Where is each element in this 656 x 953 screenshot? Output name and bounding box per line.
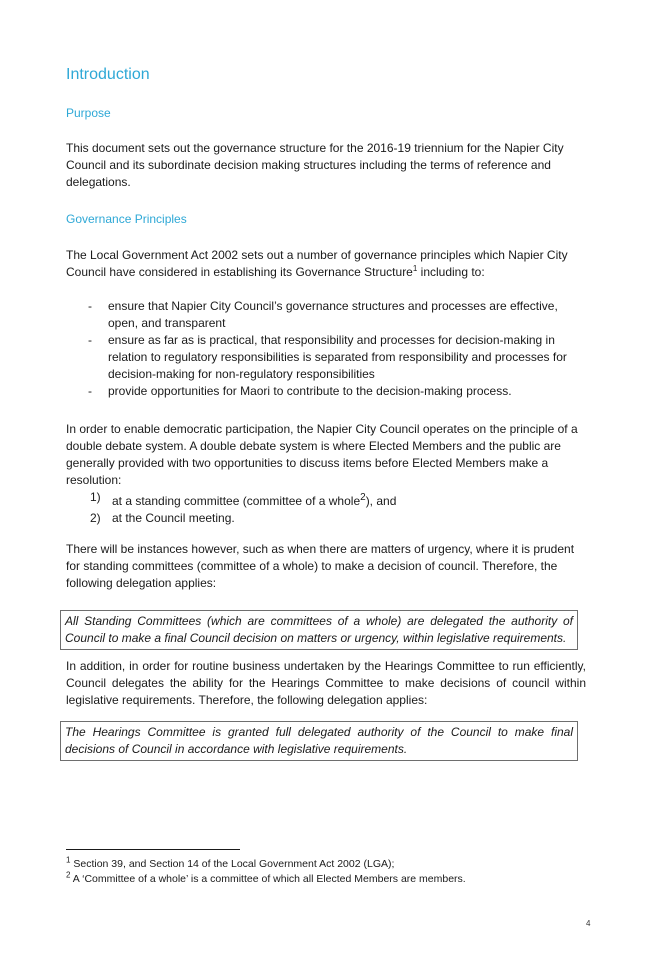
list-item-text: at the Council meeting.: [112, 511, 235, 525]
bullet-marker: -: [88, 384, 92, 398]
footnote-number: 2: [66, 870, 71, 880]
footnote-divider: [66, 849, 240, 850]
principles-list: [66, 298, 586, 400]
list-item: [66, 510, 396, 527]
principles-paragraph: [66, 247, 586, 281]
footnote-number: 1: [66, 855, 71, 865]
footnote-2: [66, 872, 466, 886]
list-item: [66, 298, 586, 332]
footnote-ref-1: 1: [412, 264, 418, 273]
bullet-marker: -: [88, 333, 92, 347]
debate-list: [66, 489, 396, 527]
list-item: [66, 332, 586, 383]
purpose-paragraph: This document sets out the governance structure for the 2016-19 triennium for the Napier City Council and its subordinate decision making structures including the terms of reference and delegations.: [66, 141, 564, 189]
list-item: [66, 489, 396, 510]
number-marker: 1): [90, 490, 101, 504]
footnote-ref-2: 2: [360, 492, 366, 503]
purpose-heading: Purpose: [66, 106, 111, 120]
list-item-text: at a standing committee (committee of a whole: [112, 494, 361, 508]
principles-lead: The Local Government Act 2002 sets out a number of governance principles which Napier City Council have considered in establishing its Governance Structure: [66, 248, 568, 279]
footnote-1: [66, 857, 394, 871]
footnote-text: A ‘Committee of a whole’ is a committee of which all Elected Members are members.: [70, 873, 466, 885]
list-item-text: ensure that Napier City Council’s governance structures and processes are effective, open, and transparent: [108, 299, 558, 330]
bullet-marker: -: [88, 299, 92, 313]
delegation-box-hearings-committee: The Hearings Committee is granted full delegated authority of the Council to make final decisions of Council in accordance with legislative requirements.: [60, 721, 578, 761]
list-item-text: provide opportunities for Maori to contribute to the decision-making process.: [108, 384, 512, 398]
list-item-tail: ), and: [365, 494, 397, 508]
principles-heading: Governance Principles: [66, 212, 187, 226]
number-marker: 2): [90, 511, 101, 525]
page-title: Introduction: [66, 66, 150, 83]
hearings-paragraph: In addition, in order for routine business undertaken by the Hearings Committee to run efficiently, Council delegates the ability for the Hearings Committee to make decisions of council within legislative requirements. Therefore, the following delegation applies:: [66, 659, 586, 707]
delegation-box-standing-committees: All Standing Committees (which are committees of a whole) are delegated the authority of Council to make a final Council decision on matters or urgency, within legislative requirements.: [60, 610, 578, 650]
urgency-paragraph: There will be instances however, such as when there are matters of urgency, where it is prudent for standing committees (committee of a whole) to make a decision of council. Therefore, the following delegation applies:: [66, 542, 575, 590]
debate-paragraph: In order to enable democratic participation, the Napier City Council operates on the principle of a double debate system. A double debate system is where Elected Members and the public are generally provided with two opportunities to discuss items before Elected Members make a resolution:: [66, 422, 578, 487]
list-item: [66, 383, 586, 400]
footnote-text: Section 39, and Section 14 of the Local Government Act 2002 (LGA);: [70, 858, 395, 870]
principles-lead-tail: including to:: [417, 265, 485, 279]
list-item-text: ensure as far as is practical, that responsibility and processes for decision-making in relation to regulatory responsibilities is separated from responsibility and processes for decision-making for non-regulatory responsibilities: [108, 333, 567, 381]
page-number: 4: [586, 919, 591, 928]
